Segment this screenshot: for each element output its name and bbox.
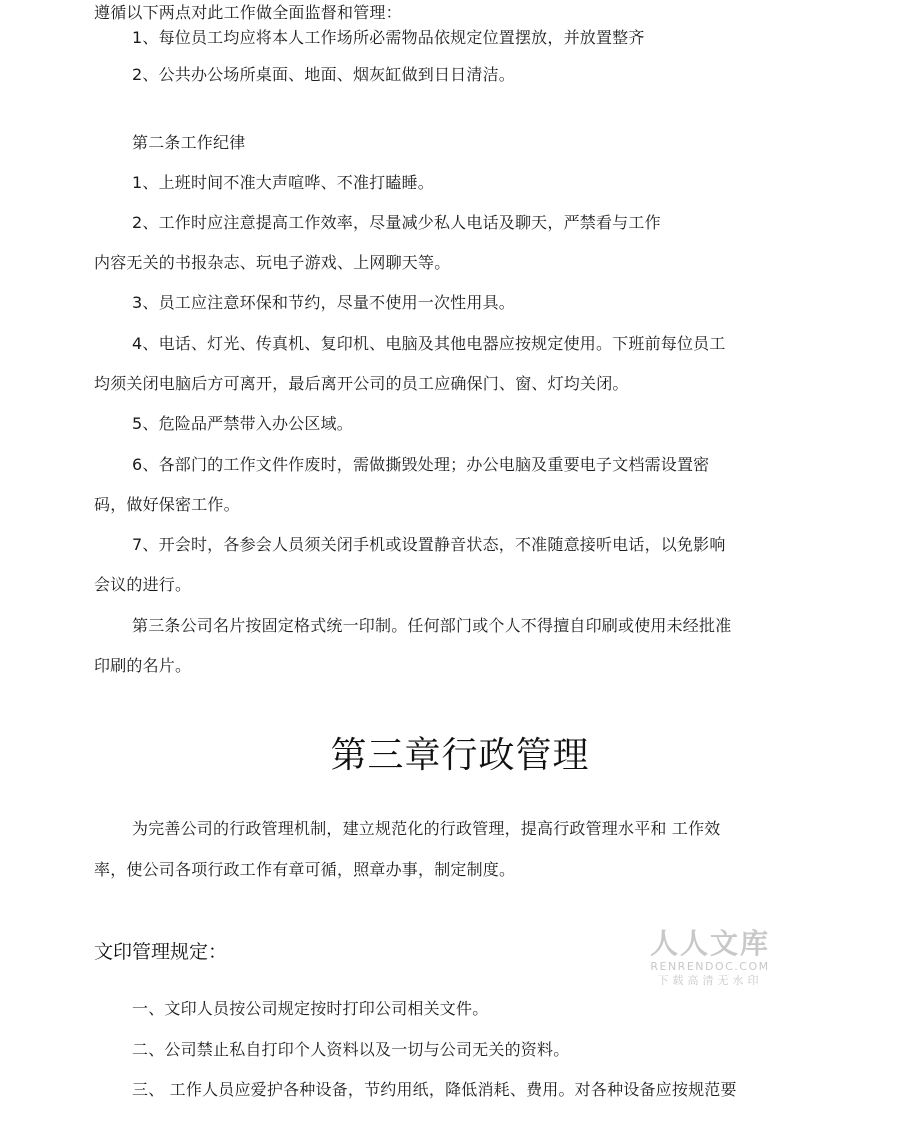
paragraph-line: 2、工作时应注意提高工作效率，尽量减少私人电话及聊天，严禁看与工作 <box>132 213 661 232</box>
paragraph-line: 1、每位员工均应将本人工作场所必需物品依规定位置摆放，并放置整齐 <box>132 28 645 47</box>
chapter-title: 第三章行政管理 <box>330 735 590 776</box>
paragraph-line: 会议的进行。 <box>94 575 192 594</box>
paragraph-line: 第三条公司名片按固定格式统一印制。任何部门或个人不得擅自印刷或使用未经批准 <box>132 616 732 635</box>
paragraph-line: 三、 工作人员应爱护各种设备，节约用纸，降低消耗、费用。对各种设备应按规范要 <box>132 1080 737 1099</box>
paragraph-line: 均须关闭电脑后方可离开，最后离开公司的员工应确保门、窗、灯均关闭。 <box>94 374 629 393</box>
watermark-title: 人人文库 <box>649 927 770 960</box>
watermark-subtitle: 下载高清无水印 <box>657 974 763 987</box>
watermark-logo <box>645 928 775 988</box>
paragraph-line: 率，使公司各项行政工作有章可循，照章办事，制定制度。 <box>94 860 516 879</box>
paragraph-line: 二、公司禁止私自打印个人资料以及一切与公司无关的资料。 <box>132 1040 570 1059</box>
paragraph-line: 印刷的名片。 <box>94 656 192 675</box>
paragraph-line: 1、上班时间不准大声喧哗、不准打瞌睡。 <box>132 173 434 192</box>
paragraph-line: 6、各部门的工作文件作废时，需做撕毁处理；办公电脑及重要电子文档需设置密 <box>132 455 710 474</box>
paragraph-line: 4、电话、灯光、传真机、复印机、电脑及其他电器应按规定使用。下班前每位员工 <box>132 334 726 353</box>
paragraph-line: 3、员工应注意环保和节约，尽量不使用一次性用具。 <box>132 293 515 312</box>
paragraph-line: 5、危险品严禁带入办公区域。 <box>132 414 353 433</box>
paragraph-line: 为完善公司的行政管理机制，建立规范化的行政管理，提高行政管理水平和 工作效 <box>132 819 721 838</box>
article-heading: 第二条工作纪律 <box>132 133 246 152</box>
paragraph-line: 内容无关的书报杂志、玩电子游戏、上网聊天等。 <box>94 253 451 272</box>
paragraph-line: 2、公共办公场所桌面、地面、烟灰缸做到日日清洁。 <box>132 65 515 84</box>
paragraph-line: 7、开会时，各参会人员须关闭手机或设置静音状态，不准随意接听电话，以免影响 <box>132 535 726 554</box>
paragraph-line: 一、文印人员按公司规定按时打印公司相关文件。 <box>132 999 489 1018</box>
section-heading: 文印管理规定： <box>94 941 228 963</box>
watermark-domain: RENRENDOC.COM <box>650 960 770 973</box>
paragraph-line: 码，做好保密工作。 <box>94 495 240 514</box>
paragraph-line: 遵循以下两点对此工作做全面监督和管理： <box>94 3 402 22</box>
